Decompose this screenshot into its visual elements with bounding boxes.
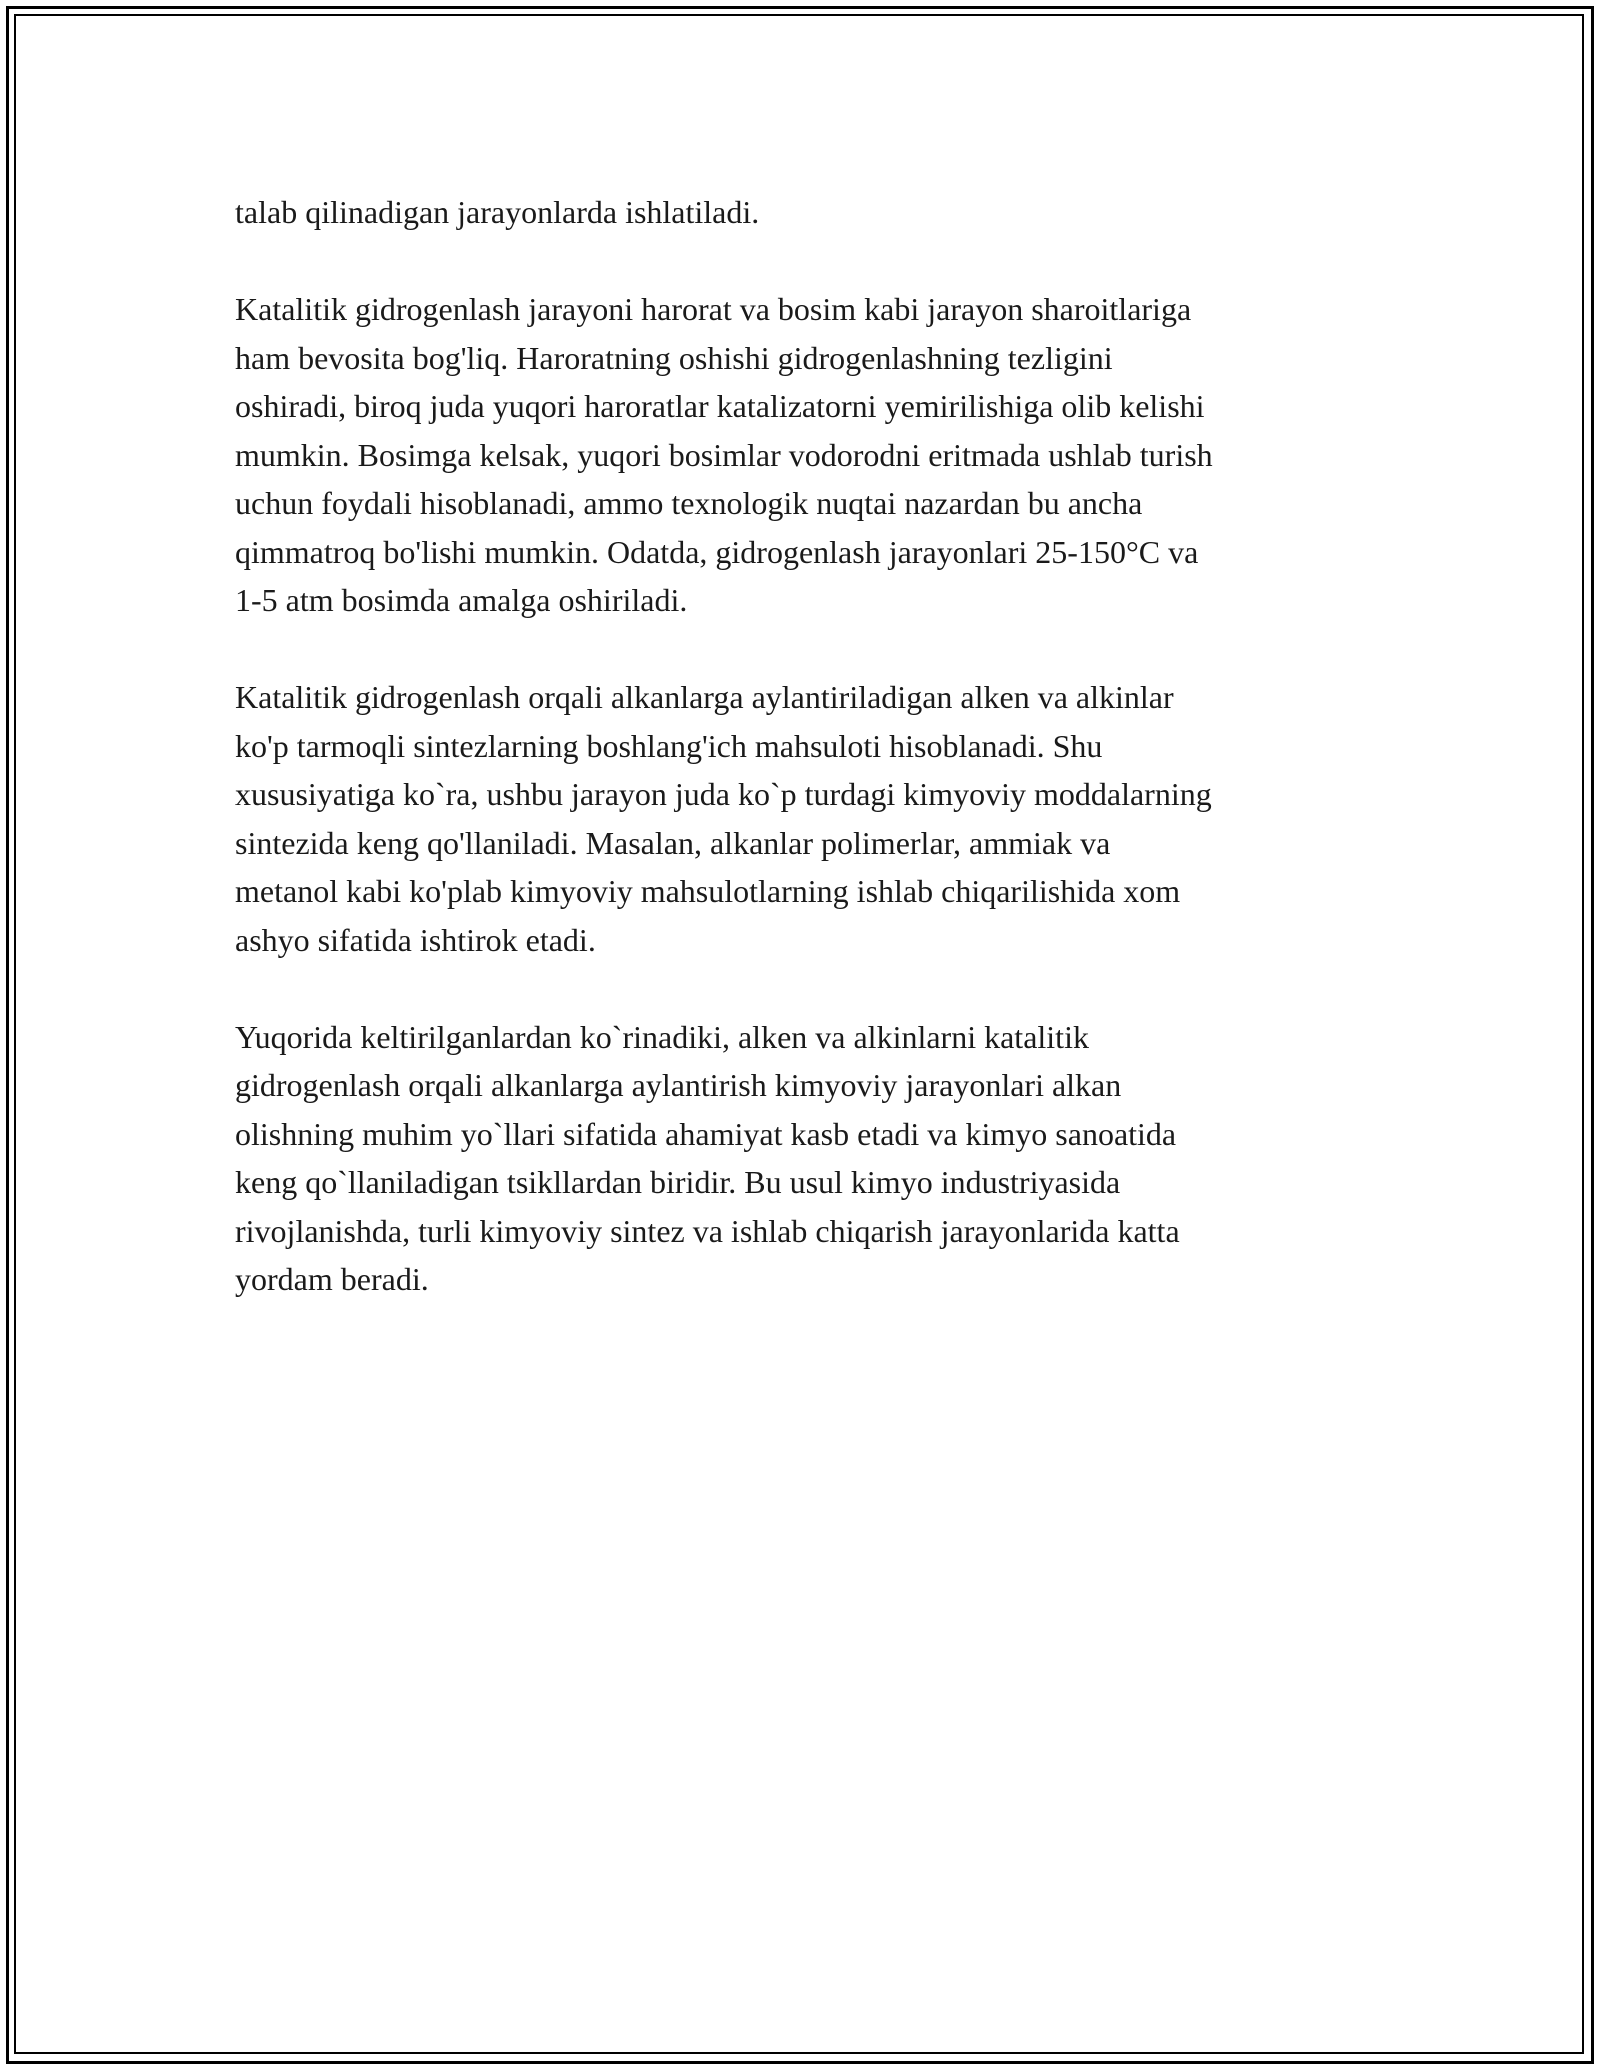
document-body [235, 188, 1370, 1352]
paragraph-conditions: Katalitik gidrogenlash jarayoni harorat va bosim kabi jarayon sharoitlariga ham bevosita bog'liq. Haroratning oshishi gidrogenlashning tezligini oshiradi, biroq juda yuqori haroratlar katalizatorni yemirilishiga olib kelishi mumkin. Bosimga kelsak, yuqori bosimlar vodorodni eritmada ushlab turish uchun foydali hisoblanadi, ammo texnologik nuqtai nazardan bu ancha qimmatroq bo'lishi mumkin. Odatda, gidrogenlash jarayonlari 25-150°C va 1-5 atm bosimda amalga oshiriladi. [235, 291, 1213, 618]
paragraph-continuation: talab qilinadigan jarayonlarda ishlatiladi. [235, 194, 760, 230]
paragraph-applications: Katalitik gidrogenlash orqali alkanlarga aylantiriladigan alken va alkinlar ko'p tarmoqli sintezlarning boshlang'ich mahsuloti hisoblanadi. Shu xususiyatiga ko`ra, ushbu jarayon juda ko`p turdagi kimyoviy moddalarning sintezida keng qo'llaniladi. Masalan, alkanlar polimerlar, ammiak va metanol kabi ko'plab kimyoviy mahsulotlarning ishlab chiqarilishida xom ashyo sifatida ishtirok etadi. [235, 679, 1212, 958]
paragraph-conclusion: Yuqorida keltirilganlardan ko`rinadiki, alken va alkinlarni katalitik gidrogenlash orqali alkanlarga aylantirish kimyoviy jarayonlari alkan olishning muhim yo`llari sifatida ahamiyat kasb etadi va kimyo sanoatida keng qo`llaniladigan tsikllardan biridir. Bu usul kimyo industriyasida rivojlanishda, turli kimyoviy sintez va ishlab chiqarish jarayonlarida katta yordam beradi. [235, 1018, 1180, 1297]
